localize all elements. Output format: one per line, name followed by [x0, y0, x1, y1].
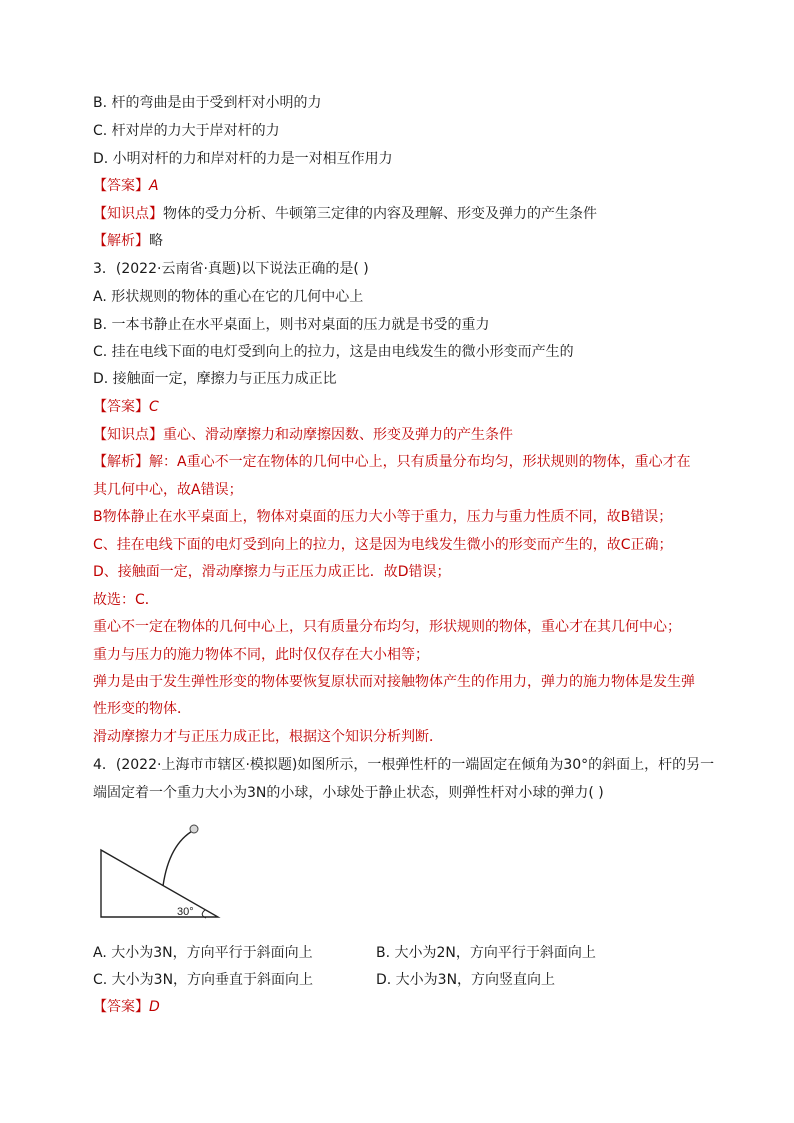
q4-options	[93, 943, 713, 1003]
q3-stem: 3．(2022·云南省·真题)以下说法正确的是( )	[93, 261, 369, 277]
answer-tag: 【答案】	[93, 178, 149, 194]
q3-knowledge: 重心、滑动摩擦力和动摩擦因数、形变及弹力的产生条件	[163, 427, 513, 443]
q2-knowledge: 物体的受力分析、牛顿第三定律的内容及理解、形变及弹力的产生条件	[163, 206, 597, 222]
q3-answer: C	[149, 399, 159, 415]
q3-analysis-line-4: C、挂在电线下面的电灯受到向上的拉力，这是因为电线发生微小的形变而产生的，故C正确；	[93, 537, 673, 553]
q2-knowledge-line	[93, 204, 597, 224]
q3-analysis-text-1: 解：A重心不一定在物体的几何中心上，只有质量分布均匀，形状规则的物体，重心才在	[149, 454, 691, 470]
analysis-tag: 【解析】	[93, 233, 149, 249]
knowledge-tag: 【知识点】	[93, 427, 163, 443]
q4-answer: D	[149, 999, 160, 1015]
q4-stem-line-2: 端固定着一个重力大小为3N的小球，小球处于静止状态，则弹性杆对小球的弹力( )	[93, 785, 604, 801]
answer-tag: 【答案】	[93, 999, 149, 1015]
answer-tag: 【答案】	[93, 399, 149, 415]
q4-option-b: B. 大小为2N，方向平行于斜面向上	[376, 945, 596, 961]
q3-analysis-line-3: B物体静止在水平桌面上，物体对桌面的压力大小等于重力，压力与重力性质不同，故B错误；	[93, 509, 673, 525]
q2-answer: A	[149, 178, 159, 194]
q3-analysis-line-1	[93, 452, 691, 472]
q2-option-b: B. 杆的弯曲是由于受到杆对小明的力	[93, 95, 322, 111]
q2-option-c: C. 杆对岸的力大于岸对杆的力	[93, 123, 280, 139]
q4-option-c: C. 大小为3N，方向垂直于斜面向上	[93, 972, 314, 988]
q3-analysis-line-11: 滑动摩擦力才与正压力成正比，根据这个知识分析判断．	[93, 729, 443, 745]
q4-answer-line	[93, 997, 160, 1017]
q3-analysis-line-9: 弹力是由于发生弹性形变的物体要恢复原状而对接触物体产生的作用力，弹力的施力物体是发生弹	[93, 674, 695, 690]
angle-label: 30°	[177, 906, 194, 918]
q3-option-c: C. 挂在电线下面的电灯受到向上的拉力，这是由电线发生的微小形变而产生的	[93, 344, 574, 360]
q4-stem-line-1: 4．(2022·上海市市辖区·模拟题)如图所示，一根弹性杆的一端固定在倾角为30°的斜面上，杆的另一	[93, 757, 715, 773]
q3-option-a: A. 形状规则的物体的重心在它的几何中心上	[93, 289, 364, 305]
q2-answer-line	[93, 176, 159, 196]
q3-analysis-line-2: 其几何中心，故A错误；	[93, 482, 243, 498]
q3-analysis-line-8: 重力与压力的施力物体不同，此时仅仅存在大小相等；	[93, 647, 429, 663]
q3-option-d: D. 接触面一定，摩擦力与正压力成正比	[93, 371, 337, 387]
q2-analysis: 略	[149, 233, 163, 249]
q3-analysis-line-5: D、接触面一定，滑动摩擦力与正压力成正比．故D错误；	[93, 564, 451, 580]
analysis-tag: 【解析】	[93, 454, 149, 470]
q2-analysis-line	[93, 231, 163, 251]
q4-option-d: D. 大小为3N，方向竖直向上	[376, 972, 556, 988]
q4-option-a: A. 大小为3N，方向平行于斜面向上	[93, 945, 313, 961]
q3-knowledge-line	[93, 425, 513, 445]
q2-option-d: D. 小明对杆的力和岸对杆的力是一对相互作用力	[93, 151, 393, 167]
q3-option-b: B. 一本书静止在水平桌面上，则书对桌面的压力就是书受的重力	[93, 317, 490, 333]
knowledge-tag: 【知识点】	[93, 206, 163, 222]
elastic-rod	[163, 830, 194, 886]
q3-analysis-line-10: 性形变的物体．	[93, 701, 191, 717]
incline-figure	[95, 820, 225, 920]
q3-analysis-line-6: 故选：C．	[93, 592, 159, 608]
q3-answer-line	[93, 397, 159, 417]
ball	[190, 825, 198, 833]
q3-analysis-line-7: 重心不一定在物体的几何中心上，只有质量分布均匀，形状规则的物体，重心才在其几何中心；	[93, 619, 681, 635]
incline-triangle	[101, 850, 218, 917]
